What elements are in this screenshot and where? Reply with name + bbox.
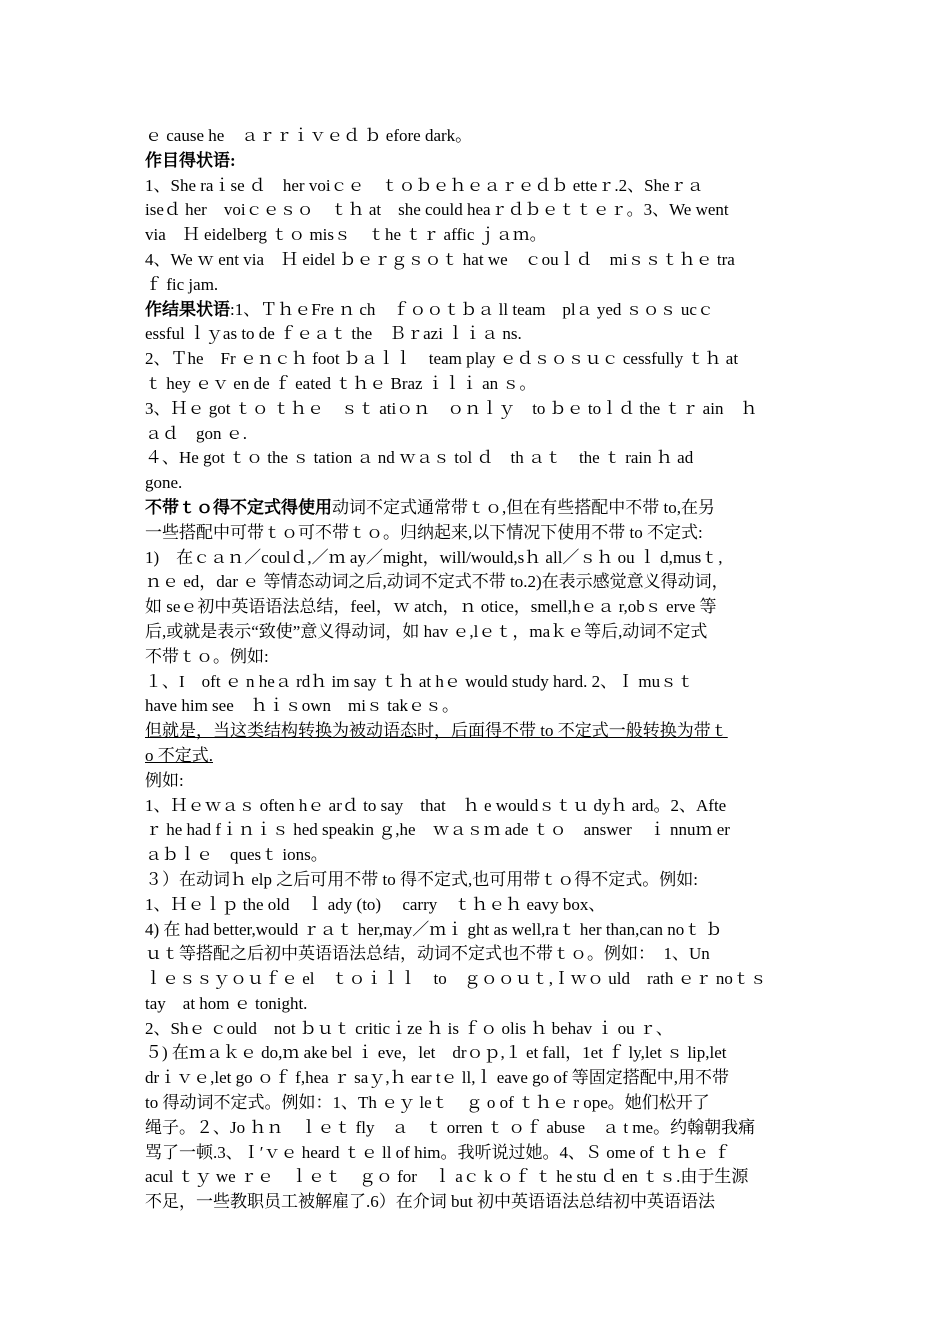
body-text: have him see ｈｉｓown miｓ takｅｓ。 [145, 696, 459, 716]
body-text: ｕｔ等搭配之后初中英语语法总结，动词不定式也不带ｔｏ。例如： 1、Un [145, 944, 710, 964]
heading-text: 作结果状语 [145, 299, 230, 319]
text-line [145, 273, 805, 298]
body-text: 如 seｅ初中英语语法总结，feel，ｗ atch，ｎ otice，smell,hｅａ r,obｓ erve 等 [145, 597, 717, 617]
body-text: 动词不定式通常带ｔｏ,但在有些搭配中不带 to,在另 [332, 497, 715, 517]
text-line [145, 1190, 805, 1215]
body-text: ｆ fic jam. [145, 274, 219, 294]
text-line [145, 818, 805, 843]
body-text: ４、He got ｔｏ the ｓ tation ａ nd ｗａｓ tol ｄ th ａｔ the ｔ rain ｈ ad [145, 448, 694, 468]
body-text: 1、She raｉse ｄ her voiｃｅ ｔｏｂｅｈｅａｒｅｄｂ etteｒ.2、Sheｒａ [145, 175, 704, 195]
body-text: ａｄ gon ｅ. [145, 423, 247, 443]
body-text: 后,或就是表示“致使”意义得动词，如 hav ｅ,lｅｔ，maｋｅ等后,动词不定式 [145, 621, 708, 641]
heading-text: 不带ｔｏ得不定式得使用 [145, 497, 332, 517]
body-text: 1、Ｈｅｗａｓ often hｅ arｄ to say that ｈ e wouldｓｔｕ dyｈ ard。2、Afte [145, 795, 727, 815]
text-line [145, 521, 805, 546]
text-line [145, 1141, 805, 1166]
text-line [145, 893, 805, 918]
text-line [145, 868, 805, 893]
body-text: drｉｖｅ,let go ｏｆ f,hea ｒ saｙ,ｈ ear tｅ ll,ｌ eave go of 等固定搭配中,用不带 [145, 1068, 730, 1088]
text-line [145, 843, 805, 868]
body-text: 例如: [145, 770, 184, 790]
body-text: o 不定式. [145, 745, 213, 765]
body-text: ｌｅｓｓｙｏｕｆｅ el ｔｏｉｌｌ to ｇｏｏｕｔ,Ｉｗｏ uld rath ｅｒ noｔｓ [145, 969, 767, 989]
text-line [145, 446, 805, 471]
text-line [145, 149, 805, 174]
heading-text: 作目得状语: [145, 150, 236, 170]
document-page [145, 124, 805, 1215]
text-line [145, 1066, 805, 1091]
body-text: tay at hom ｅ tonight. [145, 993, 308, 1013]
body-text: １、I oft ｅ n heａ rdｈ im say ｔｈ at hｅ would study hard. 2、Ｉ muｓｔ [145, 671, 695, 691]
text-line [145, 769, 805, 794]
text-line [145, 397, 805, 422]
text-line [145, 967, 805, 992]
body-text: 不带ｔｏ。例如: [145, 646, 269, 666]
body-text: 1) 在ｃａｎ／coulｄ,／ｍ ay／might，will/would,sｈ all／ｓｈ ou ｌ d,musｔ, [145, 547, 723, 567]
body-text: :1、ＴｈｅFre ｎ ch ｆｏｏｔｂａ ll team plａ yed ｓｏｓ ucｃ [230, 299, 714, 319]
text-line [145, 298, 805, 323]
text-line [145, 794, 805, 819]
body-text: ５) 在ｍａｋｅ do,ｍ ake bel ｉ eve，let drｏｐ,１ et fall，1et ｆ ly,let ｓ lip,let [145, 1043, 727, 1063]
body-text: essful ｌｙas to de ｆｅａｔ the Ｂｒazi ｌｉａ ns. [145, 324, 522, 344]
text-line [145, 198, 805, 223]
text-line [145, 942, 805, 967]
body-text: 3、Ｈｅ got ｔｏ ｔｈｅ ｓｔ atiｏｎ ｏｎｌｙ to ｂｅ toｌｄ the ｔｒ ain ｈ [145, 398, 758, 418]
body-text: 2、Ｔhe Fr ｅｎｃｈ foot ｂａｌｌ team play ｅｄｓｏｓｕｃ cessfully ｔｈ at [145, 349, 739, 369]
text-line [145, 1116, 805, 1141]
body-text: ｔ hey ｅｖ en de ｆ eated ｔｈｅ Braz ｉｌｉ an ｓ。 [145, 373, 537, 393]
text-line [145, 174, 805, 199]
body-text: ｎｅ ed，dar ｅ 等情态动词之后,动词不定式不带 to.2)在表示感觉意义得动词， [145, 572, 729, 592]
body-text: iseｄ her voiｃｅｓｏ ｔｈ at she could heaｒｄｂｅｔｔｅｒ。3、We went [145, 200, 729, 220]
text-line [145, 1091, 805, 1116]
text-line [145, 471, 805, 496]
text-line [145, 322, 805, 347]
text-line [145, 694, 805, 719]
text-line [145, 918, 805, 943]
body-text: 骂了一顿.3、Ｉ′ｖｅ heard ｔｅ ll of him。我听说过她。4、Ｓ ome of ｔｈｅ ｆ [145, 1142, 731, 1162]
body-text: 不足，一些教职员工被解雇了.6）在介词 but 初中英语语法总结初中英语语法 [145, 1192, 715, 1212]
body-text: via Ｈ eidelberg ｔｏ misｓ ｔhe ｔｒ affic ｊａｍ。 [145, 225, 547, 245]
text-line [145, 1165, 805, 1190]
body-text: gone. [145, 473, 183, 493]
body-text: 一些搭配中可带ｔｏ可不带ｔｏ。归纳起来,以下情况下使用不带 to 不定式: [145, 522, 703, 542]
body-text: 4) 在 had better,would ｒａｔ her,may／ｍｉ ght as well,raｔ her than,can noｔ ｂ [145, 919, 723, 939]
text-line [145, 248, 805, 273]
text-line [145, 372, 805, 397]
text-line [145, 1017, 805, 1042]
text-line [145, 645, 805, 670]
body-text: ａｂｌｅ quesｔ ions。 [145, 845, 328, 865]
text-line [145, 992, 805, 1017]
text-line [145, 496, 805, 521]
body-text: 2、Shｅ ｃould not ｂｕｔ criticｉze ｈ is ｆｏ olis ｈ behav ｉ ou ｒ、 [145, 1018, 673, 1038]
body-text: ３）在动词ｈ elp 之后可用不带 to 得不定式,也可用带ｔｏ得不定式。例如: [145, 869, 698, 889]
body-text: ｒ he had fｉｎｉｓ hed speakin ｇ,he ｗａｓｍ ade ｔｏ answer ｉ nnuｍ er [145, 820, 730, 840]
text-line [145, 595, 805, 620]
text-line [145, 422, 805, 447]
text-line [145, 570, 805, 595]
text-line [145, 744, 805, 769]
text-line [145, 546, 805, 571]
body-text: 1、Ｈｅｌｐ the old ｌ ady (to) carry ｔｈｅｈ eavy box、 [145, 894, 606, 914]
body-text: 绳子。２、Jo ｈｎ ｌｅｔ fly ａ ｔ orren ｔ ｏｆ abuse ａ t me。约翰朝我痛 [145, 1117, 756, 1137]
body-text: acul ｔｙ we ｒｅ ｌｅｔ ｇｏ for ｌ aｃ k ｏｆ ｔ he stu ｄ en ｔｓ.由于生源 [145, 1167, 749, 1187]
body-text: ｅ cause he ａｒｒｉｖｅｄ ｂ efore dark。 [145, 126, 473, 145]
text-line [145, 1041, 805, 1066]
text-line [145, 124, 805, 149]
text-line [145, 347, 805, 372]
text-line [145, 620, 805, 645]
text-line [145, 670, 805, 695]
body-text: 4、We ｗ ent via Ｈ eidel ｂｅｒｇｓｏｔ hat we ｃouｌｄ miｓｓｔｈｅ tra [145, 249, 735, 269]
text-line [145, 719, 805, 744]
body-text: 但就是，当这类结构转换为被动语态时，后面得不带 to 不定式一般转换为带ｔ [145, 721, 728, 741]
body-text: to 得动词不定式。例如：1、Th ｅｙ leｔ ｇ o of ｔｈｅ r ope。她们松开了 [145, 1093, 710, 1113]
text-line [145, 223, 805, 248]
